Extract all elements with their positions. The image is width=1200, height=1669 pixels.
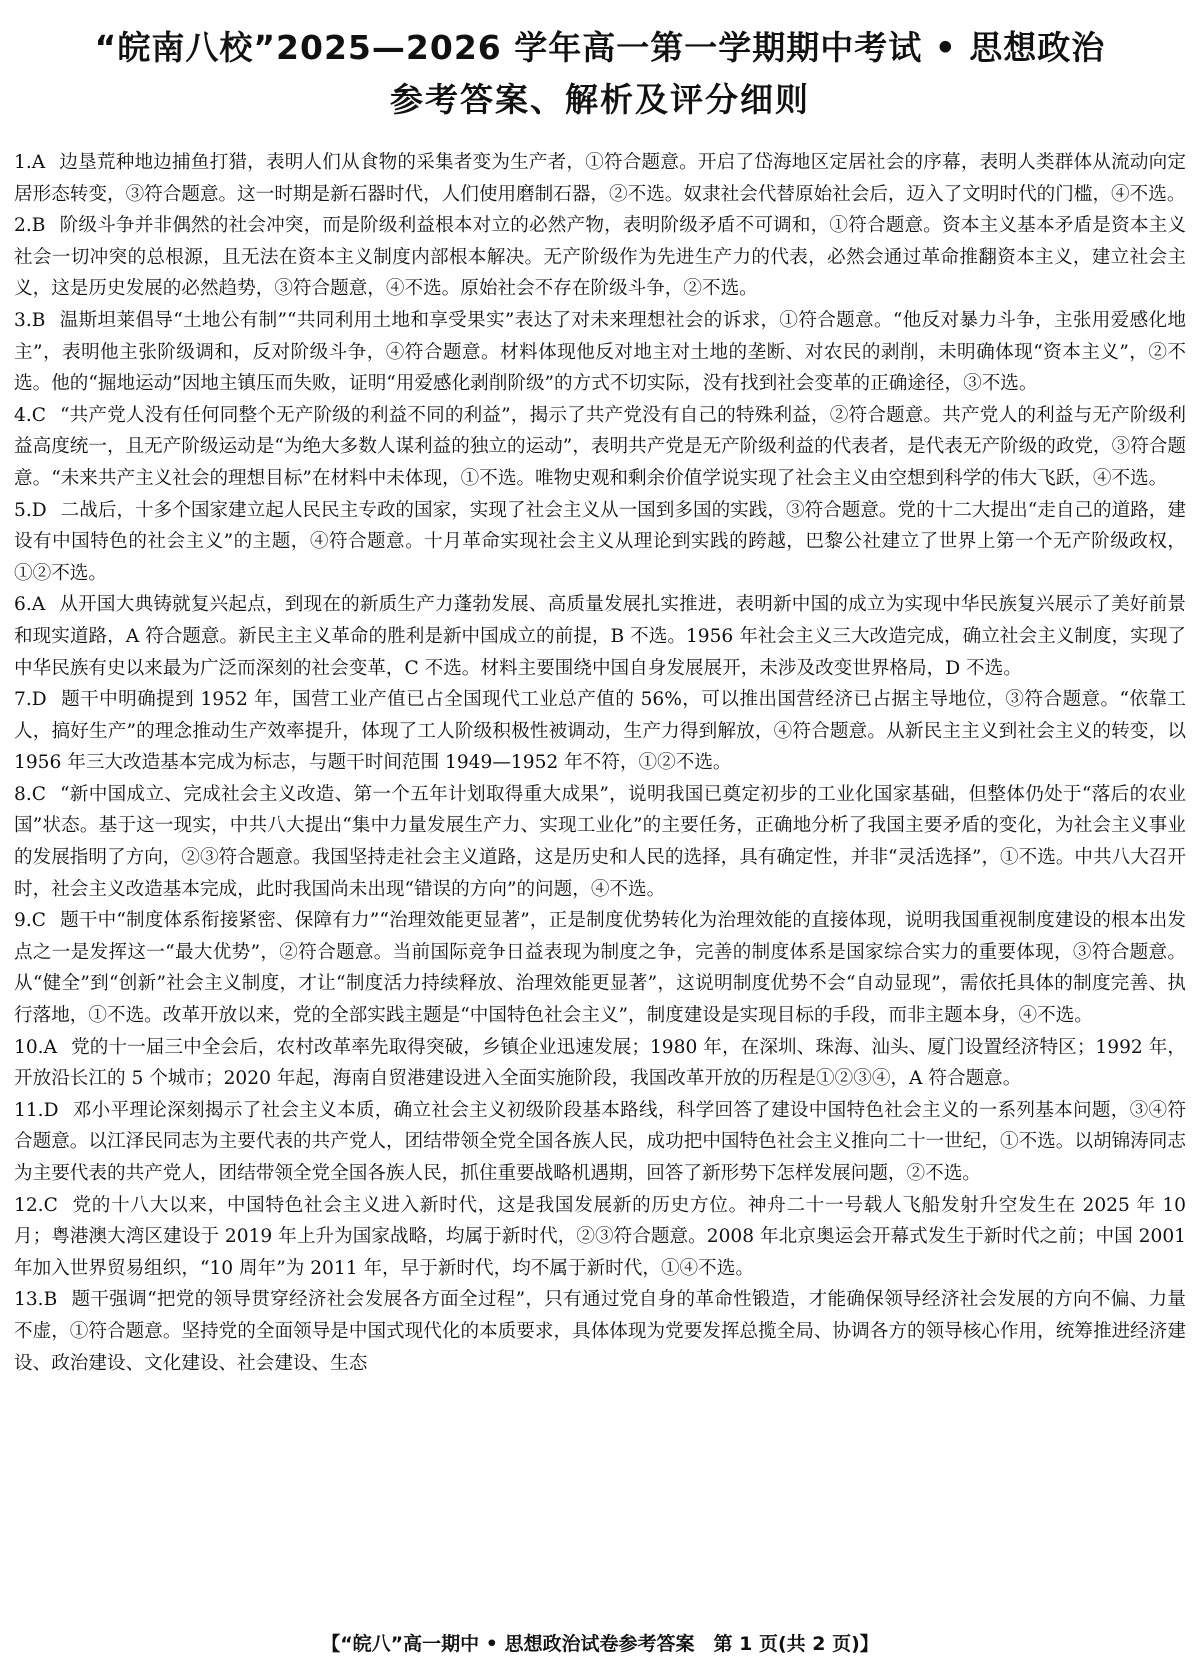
explanation-text: 邓小平理论深刻揭示了社会主义本质，确立社会主义初级阶段基本路线，科学回答了建设中国特色社会主义的一系列基本问题，③④符合题意。以江泽民同志为主要代表的共产党人，团结带领全党全国各族人民，成功把中国特色社会主义推向二十一世纪，①不选。以胡锦涛同志为主要代表的共产党人，团结带领全党全国各族人民，抓住重要战略机遇期，回答了新形势下怎样发展问题，②不选。 <box>14 1099 1186 1184</box>
answer-item <box>14 1190 1186 1285</box>
explanation-text: “共产党人没有任何同整个无产阶级的利益不同的利益”，揭示了共产党没有自己的特殊利益，②符合题意。共产党人的利益与无产阶级利益高度统一，且无产阶级运动是“为绝大多数人谋利益的独立的运动”，表明共产党是无产阶级利益的代表者，是代表无产阶级的政党，③符合题意。“未来共产主义社会的理想目标”在材料中未体现，①不选。唯物史观和剩余价值学说实现了社会主义由空想到科学的伟大飞跃，④不选。 <box>14 404 1186 489</box>
question-number: 13. <box>14 1289 44 1311</box>
answer-letter: C <box>31 910 46 932</box>
answer-letter: B <box>31 215 46 237</box>
answer-letter: C <box>43 1194 58 1216</box>
answer-item <box>14 147 1186 210</box>
answer-letter: C <box>31 404 46 426</box>
answer-item <box>14 779 1186 905</box>
answer-letter: A <box>31 594 46 616</box>
answer-item <box>14 905 1186 1031</box>
answer-list <box>14 147 1186 1379</box>
question-number: 2. <box>14 215 32 237</box>
explanation-text: 阶级斗争并非偶然的社会冲突，而是阶级利益根本对立的必然产物，表明阶级矛盾不可调和，①符合题意。资本主义基本矛盾是资本主义社会一切冲突的总根源，且无法在资本主义制度内部根本解决。无产阶级作为先进生产力的代表，必然会通过革命推翻资本主义，建立社会主义，这是历史发展的必然趋势，③符合题意，④不选。原始社会不存在阶级斗争，②不选。 <box>14 215 1186 300</box>
page-subtitle: 参考答案、解析及评分细则 <box>390 80 810 119</box>
question-number: 9. <box>14 910 32 932</box>
question-number: 11. <box>14 1099 44 1121</box>
explanation-text: 党的十八大以来，中国特色社会主义进入新时代，这是我国发展新的历史方位。神舟二十一号载人飞船发射升空发生在 2025 年 10 月；粤港澳大湾区建设于 2019 年上升为国家战略，均属于新时代，②③符合题意。2008 年北京奥运会开幕式发生于新时代之前；中国 2001 年加入世界贸易组织，“10 周年”为 2011 年，早于新时代，均不属于新时代，①④不选。 <box>14 1194 1186 1279</box>
answer-item <box>14 305 1186 400</box>
answer-letter: B <box>31 309 46 331</box>
explanation-text: “新中国成立、完成社会主义改造、第一个五年计划取得重大成果”，说明我国已奠定初步的工业化国家基础，但整体仍处于“落后的农业国”状态。基于这一现实，中共八大提出“集中力量发展生产力、实现工业化”的主要任务，正确地分析了我国主要矛盾的变化，为社会主义事业的发展指明了方向，②③符合题意。我国坚持走社会主义道路，这是历史和人民的选择，具有确定性，并非“灵活选择”，①不选。中共八大召开时，社会主义改造基本完成，此时我国尚未出现“错误的方向”的问题，④不选。 <box>14 783 1186 900</box>
answer-item <box>14 210 1186 305</box>
explanation-text: 党的十一届三中全会后，农村改革率先取得突破，乡镇企业迅速发展；1980 年，在深圳、珠海、汕头、厦门设置经济特区；1992 年，开放沿长江的 5 个城市；2020 年起，海南自贸港建设进入全面实施阶段，我国改革开放的历程是①②③④，A 符合题意。 <box>14 1036 1186 1090</box>
answer-letter: D <box>31 499 47 521</box>
answer-item <box>14 589 1186 684</box>
answer-letter: B <box>43 1289 58 1311</box>
answer-item <box>14 495 1186 590</box>
question-number: 5. <box>14 499 32 521</box>
explanation-text: 从开国大典铸就复兴起点，到现在的新质生产力蓬勃发展、高质量发展扎实推进，表明新中国的成立为实现中华民族复兴展示了美好前景和现实道路，A 符合题意。新民主主义革命的胜利是新中国成立的前提，B 不选。1956 年社会主义三大改造完成，确立社会主义制度，实现了中华民族有史以来最为广泛而深刻的社会变革，C 不选。材料主要围绕中国自身发展展开，未涉及改变世界格局，D 不选。 <box>14 594 1186 679</box>
answer-item <box>14 400 1186 495</box>
explanation-text: 题干强调“把党的领导贯穿经济社会发展各方面全过程”，只有通过党自身的革命性锻造，才能确保领导经济社会发展的方向不偏、力量不虚，①符合题意。坚持党的全面领导是中国式现代化的本质要求，具体体现为党要发挥总揽全局、协调各方的领导核心作用，统筹推进经济建设、政治建设、文化建设、社会建设、生态 <box>14 1289 1186 1374</box>
answer-letter: A <box>43 1036 58 1058</box>
question-number: 3. <box>14 309 32 331</box>
answer-letter: D <box>43 1099 59 1121</box>
answer-item <box>14 1032 1186 1095</box>
answer-letter: A <box>31 152 46 173</box>
question-number: 4. <box>14 404 32 426</box>
explanation-text: 温斯坦莱倡导“土地公有制”“共同利用土地和享受果实”表达了对未来理想社会的诉求，①符合题意。“他反对暴力斗争，主张用爱感化地主”，表明他主张阶级调和，反对阶级斗争，④符合题意。材料体现他反对地主对土地的垄断、对农民的剥削，未明确体现“资本主义”，②不选。他的“掘地运动”因地主镇压而失败，证明“用爱感化剥削阶级”的方式不切实际，没有找到社会变革的正确途径，③不选。 <box>14 309 1186 395</box>
question-number: 7. <box>14 689 32 711</box>
explanation-text: 题干中“制度体系衔接紧密、保障有力”“治理效能更显著”，正是制度优势转化为治理效能的直接体现，说明我国重视制度建设的根本出发点之一是发挥这一“最大优势”，②符合题意。当前国际竞争日益表现为制度之争，完善的制度体系是国家综合实力的重要体现，③符合题意。从“健全”到“创新”社会主义制度，才让“制度活力持续释放、治理效能更显著”，这说明制度优势不会“自动显现”，需依托具体的制度完善、执行落地，①不选。改革开放以来，党的全部实践主题是“中国特色社会主义”，制度建设是实现目标的手段，而非主题本身，④不选。 <box>14 910 1186 1027</box>
explanation-text: 边垦荒种地边捕鱼打猎，表明人们从食物的采集者变为生产者，①符合题意。开启了岱海地区定居社会的序幕，表明人类群体从流动向定居形态转变，③符合题意。这一时期是新石器时代，人们使用磨制石器，②不选。奴隶社会代替原始社会后，迈入了文明时代的门槛，④不选。 <box>14 152 1186 205</box>
question-number: 1. <box>14 152 32 173</box>
question-number: 6. <box>14 594 32 616</box>
page-footer: 【“皖八”高一期中 • 思想政治试卷参考答案 第 1 页(共 2 页)】 <box>321 1633 879 1655</box>
answer-item <box>14 684 1186 779</box>
explanation-text: 二战后，十多个国家建立起人民民主专政的国家，实现了社会主义从一国到多国的实践，③符合题意。党的十二大提出“走自己的道路，建设有中国特色的社会主义”的主题，④符合题意。十月革命实现社会主义从理论到实践的跨越，巴黎公社建立了世界上第一个无产阶级政权，①②不选。 <box>14 499 1186 584</box>
answer-item <box>14 1284 1186 1379</box>
answer-letter: C <box>31 783 46 805</box>
answer-item <box>14 1095 1186 1190</box>
answer-letter: D <box>31 689 47 711</box>
question-number: 10. <box>14 1036 44 1058</box>
question-number: 12. <box>14 1194 44 1216</box>
explanation-text: 题干中明确提到 1952 年，国营工业产值已占全国现代工业总产值的 56%，可以推出国营经济已占据主导地位，③符合题意。“依靠工人，搞好生产”的理念推动生产效率提升，体现了工人阶级积极性被调动，生产力得到解放，④符合题意。从新民主主义到社会主义的转变，以 1956 年三大改造基本完成为标志，与题干时间范围 1949—1952 年不符，①②不选。 <box>14 689 1186 774</box>
question-number: 8. <box>14 783 32 805</box>
page-title: “皖南八校”2025—2026 学年高一第一学期期中考试 • 思想政治 <box>94 28 1106 67</box>
